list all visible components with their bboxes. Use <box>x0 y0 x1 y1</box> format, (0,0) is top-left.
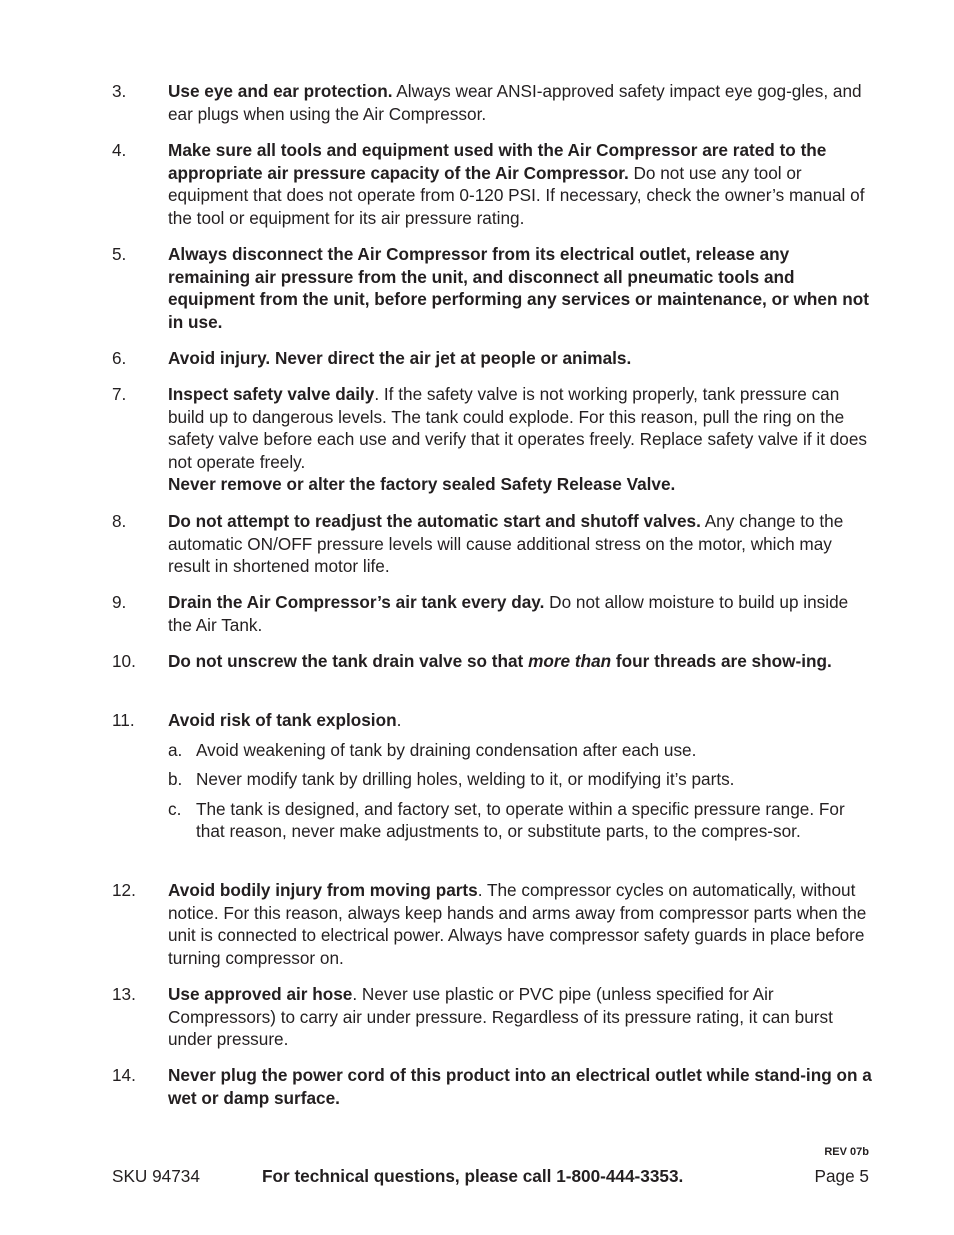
list-item <box>112 983 872 1051</box>
list-item <box>112 650 872 673</box>
list-item <box>112 383 872 496</box>
list-item <box>112 80 872 125</box>
sub-item-letter: a. <box>168 739 183 760</box>
item-heading: Make sure all tools and equipment used with the Air Compressor are rated to the appropriate air pressure capacity of the Air Compressor. <box>168 140 827 183</box>
item-text: Any change to the automatic ON/OFF pressure levels will cause additional stress on the motor, which may result in shortened motor life. <box>168 511 844 576</box>
item-number: 11. <box>112 710 135 730</box>
list-item <box>112 591 872 636</box>
sub-item-letter: b. <box>168 769 183 789</box>
item-text: Do not use any tool or equipment that does not operate from 0-120 PSI. If necessary, check the owner’s manual of the tool or equipment for its air pressure rating. <box>168 162 865 228</box>
item-heading: Drain the Air Compressor’s air tank every day. <box>168 592 545 612</box>
sub-item-letter: c. <box>168 798 182 819</box>
item-number: 5. <box>112 244 127 264</box>
item-heading: Avoid injury. Never direct the air jet at people or animals. <box>168 348 632 368</box>
item-heading: Avoid risk of tank explosion <box>168 710 397 730</box>
item-heading: Do not attempt to readjust the automatic start and shutoff valves. <box>168 511 701 531</box>
list-item <box>112 347 872 370</box>
sku-label: SKU 94734 <box>112 1166 200 1186</box>
item-number: 6. <box>112 348 127 368</box>
item-number: 7. <box>112 384 127 404</box>
item-heading: Always disconnect the Air Compressor from its electrical outlet, release any remaining air pressure from the unit, and disconnect all pneumatic tools and equipment from the unit, before performing any services or maintenance, or when not in use. <box>168 244 869 332</box>
list-item <box>112 1064 872 1109</box>
item-number: 13. <box>112 984 136 1004</box>
sub-item <box>168 798 872 843</box>
item-heading: Do not unscrew the tank drain valve so that more than four threads are show-ing. <box>168 651 832 671</box>
list-item <box>112 139 872 229</box>
item-text: Always wear ANSI-approved safety impact eye gog-gles, and ear plugs when using the Air Compressor. <box>168 81 862 124</box>
item-heading: Never plug the power cord of this product into an electrical outlet while stand-ing on a wet or damp surface. <box>168 1065 872 1108</box>
item-number: 3. <box>112 81 127 101</box>
sub-item <box>168 768 872 791</box>
revision-label: REV 07b <box>824 1146 869 1158</box>
sub-item <box>168 739 872 762</box>
item-text: . If the safety valve is not working properly, tank pressure can build up to dangerous levels. The tank could explode. For this reason, pull the ring on the safety valve before each use and verify that it operates freely. Replace safety valve if it does not operate freely. <box>168 384 868 472</box>
item-text: . Never use plastic or PVC pipe (unless specified for Air Compressors) to carry air under pressure. Regardless of its pressure rating, it can burst under pressure. <box>168 984 833 1049</box>
item-number: 10. <box>112 651 136 671</box>
sub-item-text: Never modify tank by drilling holes, welding to it, or modifying it’s parts. <box>196 769 735 789</box>
list-item <box>112 243 872 333</box>
list-item <box>112 510 872 578</box>
page-number: Page 5 <box>814 1166 869 1186</box>
sub-item-text: The tank is designed, and factory set, to operate within a specific pressure range. For that reason, never make adjustments to, or substitute parts, to the compres-sor. <box>196 798 845 841</box>
list-item <box>112 709 872 843</box>
item-number: 12. <box>112 880 136 900</box>
item-heading: Use eye and ear protection. <box>168 81 393 101</box>
item-number: 14. <box>112 1065 136 1085</box>
item-number: 8. <box>112 511 127 531</box>
item-text: Do not allow moisture to build up inside the Air Tank. <box>168 592 849 635</box>
list-item <box>112 879 872 969</box>
item-text: . <box>396 710 402 730</box>
item-heading: Use approved air hose <box>168 984 353 1004</box>
item-number: 4. <box>112 140 127 160</box>
item-heading: Inspect safety valve daily <box>168 384 375 404</box>
item-text: . The compressor cycles on automatically, without notice. For this reason, always keep hands and arms away from compressor parts when the unit is connected to electrical power. Always have compressor safety guards in place before turning compressor on. <box>168 880 867 968</box>
tech-support-line: For technical questions, please call 1-800-444-3353. <box>262 1166 684 1186</box>
item-warning: Never remove or alter the factory sealed Safety Release Valve. <box>168 474 676 494</box>
item-number: 9. <box>112 592 127 612</box>
item-heading: Avoid bodily injury from moving parts <box>168 880 478 900</box>
sub-item-text: Avoid weakening of tank by draining condensation after each use. <box>196 739 697 760</box>
